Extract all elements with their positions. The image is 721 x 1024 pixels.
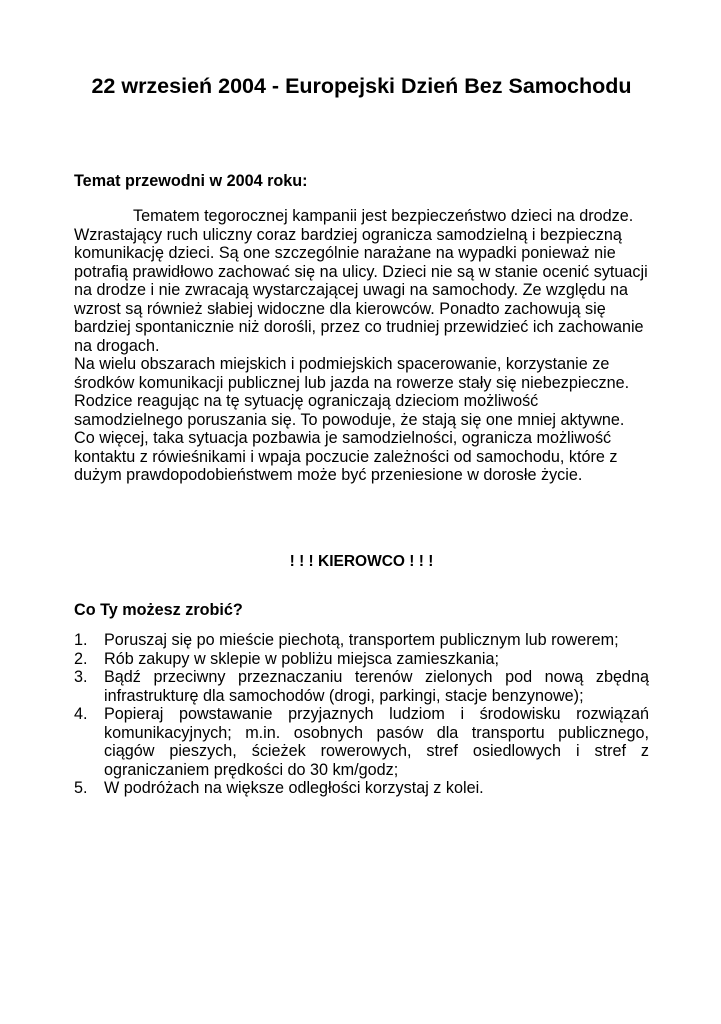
list-item-number: 1.: [74, 631, 88, 649]
list-item: [74, 705, 649, 779]
driver-warning: ! ! ! KIEROWCO ! ! !: [289, 553, 434, 570]
list-item-number: 4.: [74, 705, 88, 723]
list-item-number: 5.: [74, 779, 88, 797]
document-title: 22 wrzesień 2004 - Europejski Dzień Bez Samochodu: [91, 74, 632, 98]
theme-body: [74, 207, 649, 485]
list-item-number: 3.: [74, 668, 88, 686]
list-item: [74, 631, 649, 650]
theme-heading: Temat przewodni w 2004 roku:: [74, 172, 308, 190]
list-item-text: Poruszaj się po mieście piechotą, transportem publicznym lub rowerem;: [104, 631, 619, 649]
paragraph-urban: Na wielu obszarach miejskich i podmiejskich spacerowanie, korzystanie ze środków komunikacji publicznej lub jazda na rowerze stały się niebezpieczne. Rodzice reagując na tę sytuację ograniczają dzieciom możliwość samodzielnego poruszania się. To powoduje, że stają się one mniej aktywne. Co więcej, taka sytuacja pozbawia je samodzielności, ogranicza możliwość kontaktu z rówieśnikami i wpaja poczucie zależności od samochodu, które z dużym prawdopodobieństwem może być przeniesione w dorosłe życie.: [74, 355, 630, 484]
paragraph-intro: Tematem tegorocznej kampanii jest bezpieczeństwo dzieci na drodze. Wzrastający ruch uliczny coraz bardziej ogranicza samodzielną i bezpieczną komunikację dzieci. Są one szczególnie narażane na wypadki ponieważ nie potrafią prawidłowo zachować się na ulicy. Dzieci nie są w stanie ocenić sytuacji na drodze i nie zwracają wystarczającej uwagi na samochody. Ze względu na wzrost są również słabiej widoczne dla kierowców. Ponadto zachowują się bardziej spontanicznie niż dorośli, przez co trudniej przewidzieć ich zachowanie na drogach.: [74, 207, 648, 355]
list-item: [74, 668, 649, 705]
list-item: [74, 650, 649, 669]
list-item: [74, 779, 649, 798]
list-item-text: Popieraj powstawanie przyjaznych ludziom i środowisku rozwiązań komunikacyjnych; m.in. osobnych pasów dla transportu publicznego, ciągów pieszych, ścieżek rowerowych, stref osiedlowych i stref z ograniczaniem prędkości do 30 km/godz;: [104, 705, 649, 779]
list-item-text: W podróżach na większe odległości korzystaj z kolei.: [104, 779, 484, 797]
question-heading: Co Ty możesz zrobić?: [74, 601, 243, 619]
action-list: [74, 631, 649, 798]
list-item-number: 2.: [74, 649, 88, 668]
list-item-text: Bądź przeciwny przeznaczaniu terenów zielonych pod nową zbędną infrastrukturę dla samochodów (drogi, parkingi, stacje benzynowe);: [104, 668, 649, 705]
list-item-text: Rób zakupy w sklepie w pobliżu miejsca zamieszkania;: [104, 649, 499, 668]
